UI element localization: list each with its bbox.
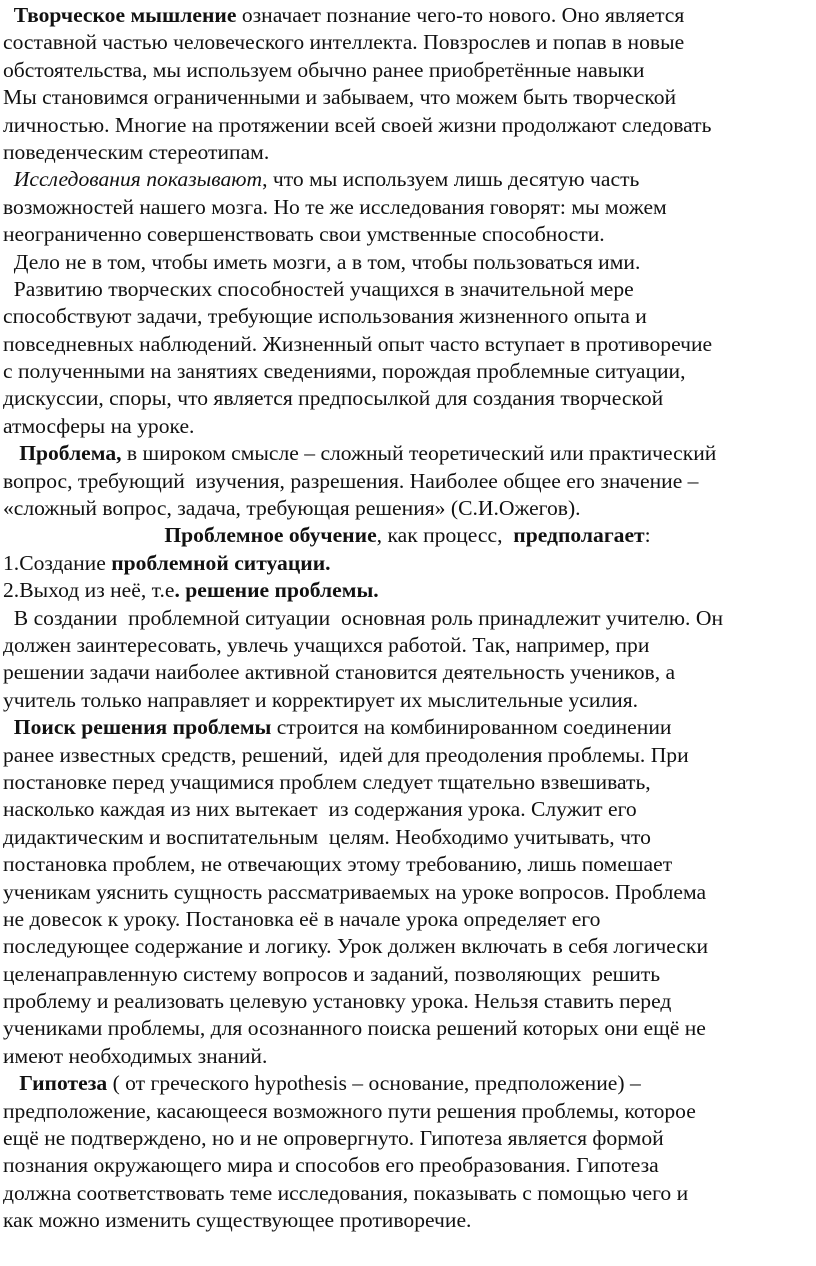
text-run	[3, 715, 14, 739]
text-run: постановке перед учащимися проблем следует тщательно взвешивать,	[3, 769, 651, 794]
text-line	[3, 57, 812, 84]
bold-term: Поиск решения проблемы	[13, 715, 272, 740]
text-run: повседневных наблюдений. Жизненный опыт часто вступает в противоречие	[3, 331, 713, 356]
text-run: вопрос, требующий изучения, разрешения. Наиболее общее его значение –	[3, 468, 699, 493]
text-run: насколько каждая из них вытекает из содержания урока. Служит его	[3, 797, 637, 822]
text-line	[3, 632, 812, 659]
text-run: строится на комбинированном соединении	[271, 715, 672, 740]
text-line	[3, 687, 812, 714]
bold-term: . решение проблемы.	[174, 578, 379, 603]
text-line	[3, 276, 812, 303]
text-line	[3, 166, 812, 193]
text-line	[3, 358, 812, 385]
text-run: возможностей нашего мозга. Но те же исследования говорят: мы можем	[3, 194, 667, 219]
text-run: с полученными на занятиях сведениями, порождая проблемные ситуации,	[3, 359, 686, 384]
text-line	[3, 1152, 812, 1179]
text-run: 2.Выход из неё, т.е	[3, 578, 175, 603]
text-line	[3, 468, 812, 495]
text-line	[3, 742, 812, 769]
text-run: должна соответствовать теме исследования, показывать с помощью чего и	[3, 1180, 689, 1205]
text-line	[3, 249, 812, 276]
text-run: должен заинтересовать, увлечь учащихся работой. Так, например, при	[3, 632, 650, 657]
text-run: личностью. Многие на протяжении всей своей жизни продолжают следовать	[3, 112, 712, 137]
text-line	[3, 522, 812, 549]
text-run: Мы становимся ограниченными и забываем, что можем быть творческой	[3, 85, 677, 110]
text-run: Развитию творческих способностей учащихся в значительной мере	[3, 276, 634, 301]
text-line	[3, 221, 812, 248]
text-run: неограниченно совершенствовать свои умственные способности.	[3, 222, 605, 247]
text-line	[3, 1180, 812, 1207]
text-line	[3, 303, 812, 330]
text-line	[3, 29, 812, 56]
text-run: как можно изменить существующее противоречие.	[3, 1208, 472, 1233]
text-run	[3, 167, 14, 191]
text-line	[3, 824, 812, 851]
text-run: , как процесс,	[376, 523, 514, 548]
text-run	[3, 3, 14, 27]
text-line	[3, 495, 812, 522]
text-run: учениками проблемы, для осознанного поиска решений которых они ещё не	[3, 1016, 706, 1041]
text-line	[3, 1207, 812, 1234]
text-line	[3, 331, 812, 358]
text-line	[3, 1015, 812, 1042]
bold-term: Творческое мышление	[13, 3, 237, 27]
text-run: в широком смысле – сложный теоретический или практический	[121, 441, 717, 466]
text-line	[3, 139, 812, 166]
text-run: 1.Создание	[3, 550, 112, 575]
text-line	[3, 796, 812, 823]
text-line	[3, 769, 812, 796]
text-run: В создании проблемной ситуации основная роль принадлежит учителю. Он	[3, 605, 724, 630]
text-line	[3, 1125, 812, 1152]
text-line	[3, 413, 812, 440]
text-line	[3, 605, 812, 632]
text-line	[3, 851, 812, 878]
text-run: атмосферы на уроке.	[3, 413, 195, 438]
text-line	[3, 988, 812, 1015]
text-line	[3, 714, 812, 741]
bold-term: Проблема,	[19, 441, 122, 466]
text-run: означает познание чего-то нового. Оно является	[236, 3, 685, 27]
text-line	[3, 440, 812, 467]
text-run: проблему и реализовать целевую установку урока. Нельзя ставить перед	[3, 989, 672, 1014]
text-line	[3, 385, 812, 412]
text-run: ученикам уяснить сущность рассматриваемых на уроке вопросов. Проблема	[3, 879, 707, 904]
bold-term: Гипотеза	[19, 1071, 108, 1096]
text-line	[3, 550, 812, 577]
text-run: Дело не в том, чтобы иметь мозги, а в том, чтобы пользоваться ими.	[3, 249, 641, 274]
text-line	[3, 1070, 812, 1097]
text-run	[3, 1071, 19, 1095]
text-run: дидактическим и воспитательным целям. Необходимо учитывать, что	[3, 824, 651, 849]
text-run: предположение, касающееся возможного пути решения проблемы, которое	[3, 1098, 696, 1123]
text-line	[3, 194, 812, 221]
text-run: составной частью человеческого интеллекта. Повзрослев и попав в новые	[3, 30, 685, 55]
text-run: ещё не подтверждено, но и не опровергнуто. Гипотеза является формой	[3, 1126, 664, 1151]
text-run: «сложный вопрос, задача, требующая решения» (С.И.Ожегов).	[3, 496, 581, 521]
text-line	[3, 577, 812, 604]
text-line	[3, 961, 812, 988]
text-run: ( от греческого hypothesis – основание, предположение) –	[107, 1071, 641, 1096]
text-line	[3, 933, 812, 960]
text-line	[3, 1098, 812, 1125]
text-line	[3, 906, 812, 933]
bold-term: предполагает	[513, 523, 645, 548]
text-run: поведенческим стереотипам.	[3, 139, 270, 164]
text-run: познания окружающего мира и способов его преобразования. Гипотеза	[3, 1153, 659, 1178]
italic-term: Исследования показывают	[13, 167, 263, 192]
text-run: , что мы используем лишь десятую часть	[262, 167, 640, 192]
text-run	[3, 441, 19, 465]
text-run: ранее известных средств, решений, идей для преодоления проблемы. При	[3, 742, 689, 767]
text-run: не довесок к уроку. Постановка её в начале урока определяет его	[3, 906, 601, 931]
text-run: обстоятельства, мы используем обычно ранее приобретённые навыки	[3, 57, 645, 82]
text-run: учитель только направляет и корректирует их мыслительные усилия.	[3, 687, 639, 712]
text-run: имеют необходимых знаний.	[3, 1043, 268, 1068]
bold-term: проблемной ситуации.	[111, 550, 331, 575]
text-run: последующее содержание и логику. Урок должен включать в себя логически	[3, 934, 709, 959]
text-line	[3, 659, 812, 686]
text-run: постановка проблем, не отвечающих этому требованию, лишь помешает	[3, 852, 673, 877]
text-run: дискуссии, споры, что является предпосылкой для создания творческой	[3, 386, 664, 411]
text-line	[3, 879, 812, 906]
text-run: :	[644, 523, 651, 548]
bold-term: Проблемное обучение	[164, 523, 377, 548]
text-run: способствуют задачи, требующие использования жизненного опыта и	[3, 304, 647, 329]
text-line	[3, 1043, 812, 1070]
text-line	[3, 112, 812, 139]
text-run: целенаправленную систему вопросов и заданий, позволяющих решить	[3, 961, 661, 986]
text-line	[3, 84, 812, 111]
text-line	[3, 2, 812, 29]
text-run: решении задачи наиболее активной становится деятельность учеников, а	[3, 660, 676, 685]
